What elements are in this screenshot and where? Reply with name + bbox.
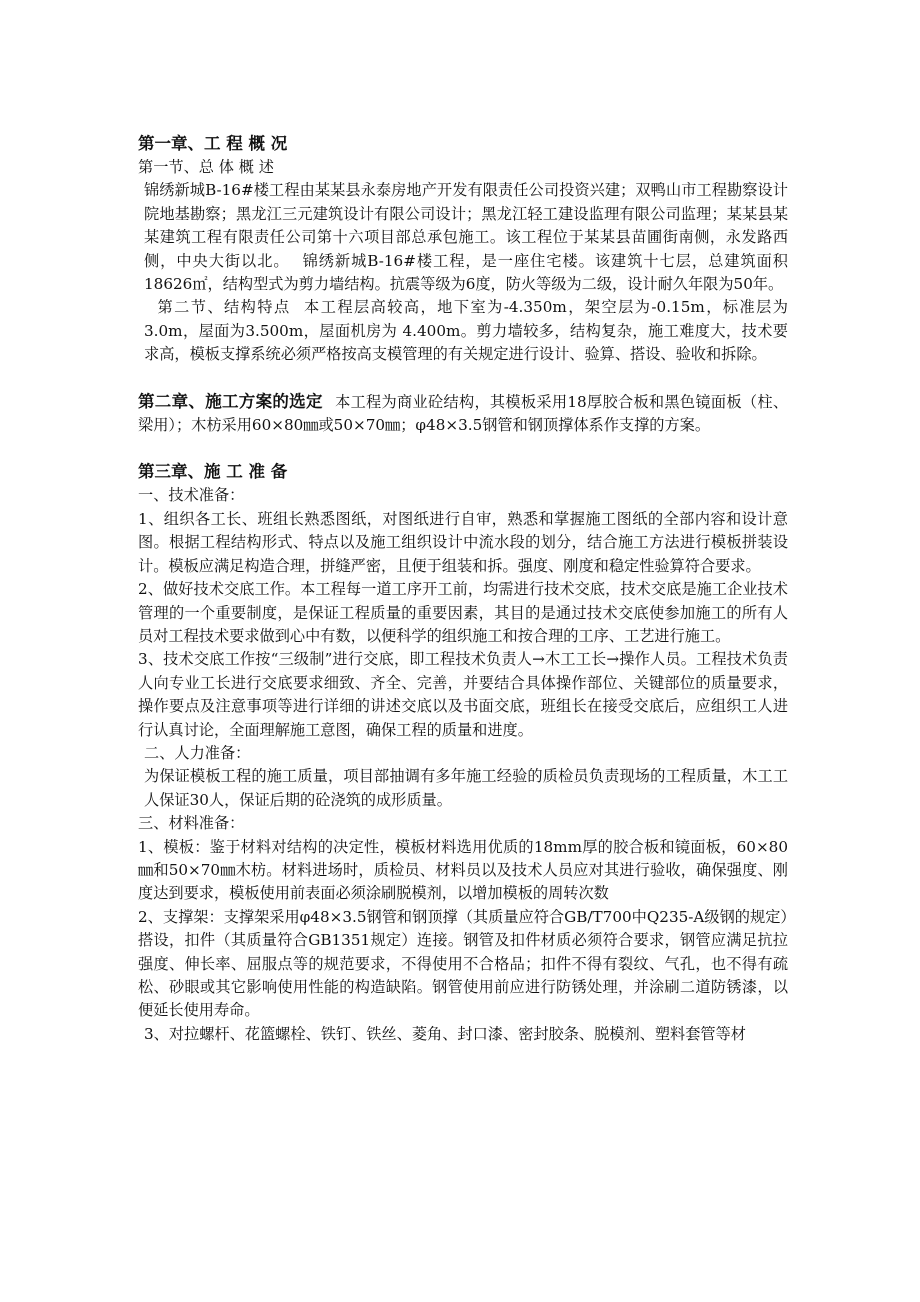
section1-paragraph	[138, 179, 788, 296]
chapter2-paragraph	[138, 390, 788, 438]
chapter1-title: 第一章、工 程 概 况	[138, 134, 288, 153]
material-item-1: 1、模板：鉴于材料对结构的决定性，模板材料选用优质的18mm厚的胶合板和镜面板，60×80㎜和50×70㎜木枋。材料进场时，质检员、材料员以及技术人员应对其进行验收，确保强度、刚度达到要求，模板使用前表面必须涂刷脱模剂，以增加模板的周转次数	[138, 837, 788, 903]
document-page	[138, 132, 788, 1046]
chapter2-title: 第二章、施工方案的选定	[138, 391, 323, 411]
section2-title: 第二节、结构特点	[156, 298, 291, 317]
section1-text-a: 锦绣新城B-16#楼工程由某某县永泰房地产开发有限责任公司投资兴建；双鸭山市工程勘察设计院地基勘察；黑龙江三元建筑设计有限公司设计；黑龙江轻工建设监理有限公司监理；某某县某某建筑工程有限责任公司第十六项目部总承包施工。该工程位于某某县苗圃街南侧，永发路西侧，中央大街以北。	[144, 181, 788, 270]
material-item-2: 2、支撑架：支撑架采用φ48×3.5钢管和钢顶撑（其质量应符合GB/T700中Q235-A级钢的规定）搭设，扣件（其质量符合GB1351规定）连接。钢管及扣件材质必须符合要求，钢管应满足抗拉强度、伸长率、屈服点等的规范要求，不得使用不合格品；扣件不得有裂纹、气孔，也不得有疏松、砂眼或其它影响使用性能的构造缺陷。钢管使用前应进行防锈处理，并涂刷二道防锈漆，以便延长使用寿命。	[138, 907, 788, 1020]
section1-title: 第一节、总 体 概 述	[138, 158, 274, 176]
section2-text: 本工程层高较高，地下室为-4.350m，架空层为-0.15m，标准层为3.0m，屋面为3.500m，屋面机房为 4.400m。剪力墙较多，结构复杂，施工难度大，技术要求高，模板支撑系统必须严格按高支模管理的有关规定进行设计、验算、搭设、验收和拆除。	[144, 298, 788, 364]
tech-item-3: 3、技术交底工作按“三级制”进行交底，即工程技术负责人→木工工长→操作人员。工程技术负责人向专业工长进行交底要求细致、齐全、完善，并要结合具体操作部位、关键部位的质量要求，操作要点及注意事项等进行详细的讲述交底以及书面交底，班组长在接受交底后，应组织工人进行认真讨论，全面理解施工意图，确保工程的质量和进度。	[138, 650, 788, 739]
spacer	[138, 367, 788, 390]
material-item-3: 3、对拉螺杆、花篮螺栓、铁钉、铁丝、菱角、封口漆、密封胶条、脱模剂、塑料套管等材	[144, 1024, 746, 1043]
labor-prep-title: 二、人力准备：	[144, 743, 251, 762]
spacer	[138, 437, 788, 460]
tech-item-1: 1、组织各工长、班组长熟悉图纸，对图纸进行自审，熟悉和掌握施工图纸的全部内容和设计意图。根据工程结构形式、特点以及施工组织设计中流水段的划分，结合施工方法进行模板拼装设计。模板应满足构造合理，拼缝严密，且便于组装和拆。强度、刚度和稳定性验算符合要求。	[138, 509, 788, 575]
chapter2-text: 本工程为商业砼结构，其模板采用18厚胶合板和黑色镜面板（柱、梁用）；木枋采用60×80㎜或50×70㎜；φ48×3.5钢管和钢顶撑体系作支撑的方案。	[138, 392, 789, 435]
material-prep-title: 三、材料准备：	[138, 814, 245, 833]
section1-text-b: 锦绣新城B-16#楼工程，是一座住宅楼。该建筑十七层，总建筑面积18626㎡，结构型式为剪力墙结构。抗震等级为6度，防火等级为二级，设计耐久年限为50年。	[144, 251, 788, 294]
chapter3-title: 第三章、施 工 准 备	[138, 462, 288, 482]
labor-prep-text: 为保证模板工程的施工质量，项目部抽调有多年施工经验的质检员负责现场的工程质量，木工工人保证30人，保证后期的砼浇筑的成形质量。	[144, 767, 788, 809]
tech-prep-title: 一、技术准备：	[138, 486, 245, 505]
section2-paragraph	[138, 296, 788, 366]
tech-item-2: 2、做好技术交底工作。本工程每一道工序开工前，均需进行技术交底，技术交底是施工企业技术管理的一个重要制度，是保证工程质量的重要因素，其目的是通过技术交底使参加施工的所有人员对工程技术要求做到心中有数，以便科学的组织施工和按合理的工序、工艺进行施工。	[138, 580, 788, 645]
